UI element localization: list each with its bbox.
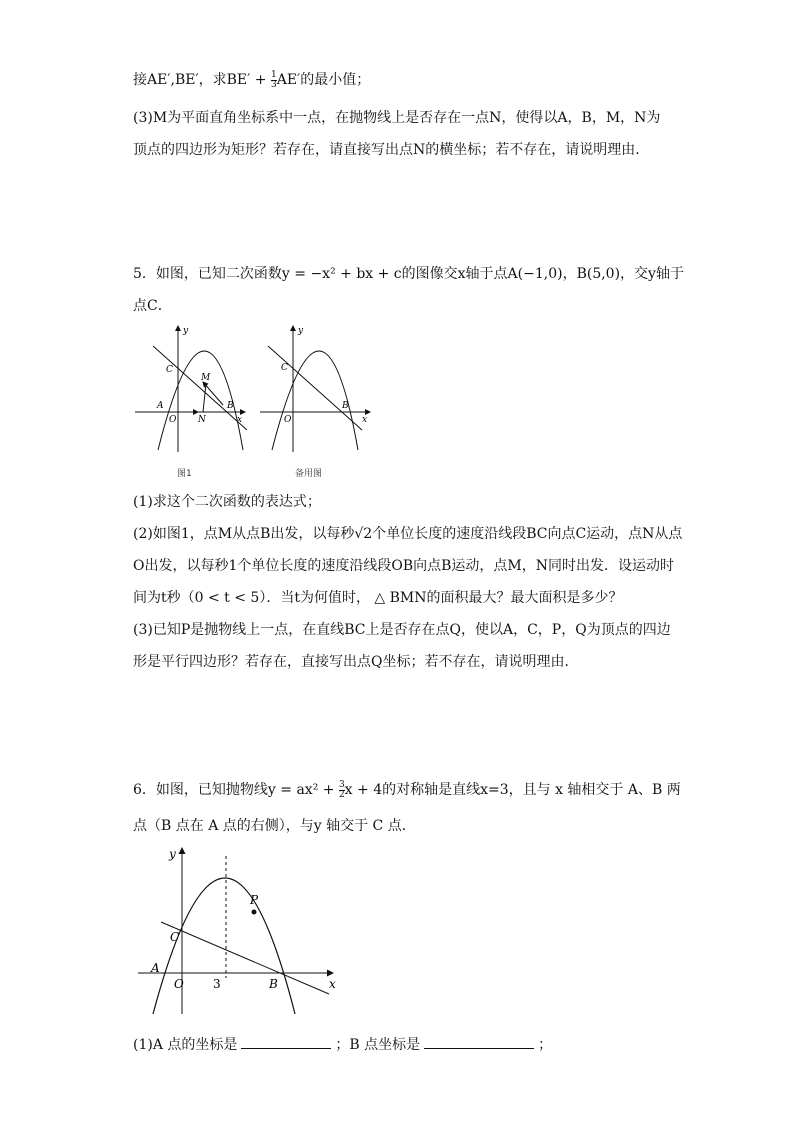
q5-figure-backup xyxy=(258,322,378,462)
q6-part1 xyxy=(133,1034,552,1055)
q4-part3-line2: 顶点的四边形为矩形？若存在，请直接写出点N的横坐标；若不存在，请说明理由． xyxy=(133,142,650,158)
q6-stem-line2: 点（B 点在 A 点的右侧），与y 轴交于 C 点． xyxy=(133,818,416,834)
label-o: O xyxy=(174,977,184,991)
q5-part1: (1)求这个二次函数的表达式； xyxy=(133,494,321,510)
q6-part1-b: ；B 点坐标是 xyxy=(335,1037,421,1053)
q6-figure xyxy=(133,842,343,1020)
q4-frac-num: 1 xyxy=(270,69,277,80)
q5-part3-line1: (3)已知P是抛物线上一点，在直线BC上是否存在点Q，使以A，C，P，Q为顶点的四边 xyxy=(133,622,671,638)
point-p xyxy=(252,910,257,915)
answer-blank-a[interactable] xyxy=(241,1034,331,1049)
q4-line1 xyxy=(133,70,370,90)
q5-figure-1 xyxy=(133,322,253,462)
q6-stem-line1 xyxy=(133,780,681,800)
label-o: O xyxy=(284,415,292,425)
q6-stem-post: x + 4的对称轴是直线x=3，且与 x 轴相交于 A、B 两 xyxy=(344,782,681,798)
q5-part3-line2: 形是平行四边形？若存在，直接写出点Q坐标；若不存在，请说明理由． xyxy=(133,654,579,670)
q6-part1-c: ； xyxy=(538,1037,553,1053)
label-b: B xyxy=(342,401,349,411)
label-m: M xyxy=(201,373,211,383)
q4-part3-line1: (3)M为平面直角坐标系中一点，在抛物线上是否存在一点N，使得以A，B，M，N为 xyxy=(133,110,661,126)
label-o: O xyxy=(169,415,177,425)
label-c: C xyxy=(166,365,173,375)
q6-frac-num: 3 xyxy=(338,779,345,790)
label-x: x xyxy=(362,415,368,425)
label-a: A xyxy=(151,961,160,975)
label-three: 3 xyxy=(213,977,221,991)
line-bc xyxy=(161,922,329,994)
label-y: y xyxy=(169,847,176,861)
q6-part1-a: (1)A 点的坐标是 xyxy=(133,1037,238,1053)
q4-line1-pre: 接AE′,BE′，求BE′ + xyxy=(133,72,271,88)
q5-stem-line2: 点C． xyxy=(133,298,172,314)
label-y: y xyxy=(183,326,189,336)
answer-blank-b[interactable] xyxy=(424,1034,534,1049)
q5-stem-line1: 5．如图，已知二次函数y = −x² + bx + c的图像交x轴于点A(−1,0)，B(5,0)，交y轴于 xyxy=(133,266,684,282)
label-p: P xyxy=(250,893,259,907)
label-x: x xyxy=(237,415,243,425)
q5-fig2-caption: 备用图 xyxy=(295,469,323,479)
label-a: A xyxy=(157,401,164,411)
q6-stem-pre: 6．如图，已知抛物线y = ax² + xyxy=(133,782,339,798)
label-x: x xyxy=(329,977,336,991)
segment-mn xyxy=(203,384,206,412)
q5-fig1-caption: 图1 xyxy=(177,469,192,479)
q5-part2-line3: 间为t秒（0 < t < 5）．当t为何值时， △ BMN的面积最大？最大面积是多少？ xyxy=(133,590,623,606)
label-c: C xyxy=(281,363,288,373)
label-c: C xyxy=(170,930,180,944)
label-b: B xyxy=(269,977,278,991)
label-b: B xyxy=(227,401,234,411)
parabola xyxy=(153,878,295,1014)
q5-part2-line2: O出发，以每秒1个单位长度的速度沿线段OB向点B运动，点M，N同时出发．设运动时 xyxy=(133,558,675,574)
q4-frac-den: 3 xyxy=(270,79,277,90)
q6-frac-den: 2 xyxy=(338,789,345,800)
q4-line1-post: AE′的最小值； xyxy=(276,72,371,88)
label-y: y xyxy=(298,326,304,336)
q5-part2-line1: (2)如图1，点M从点B出发，以每秒√2个单位长度的速度沿线段BC向点C运动，点N从点 xyxy=(133,526,683,542)
line-bc xyxy=(268,346,362,430)
label-n: N xyxy=(198,415,206,425)
